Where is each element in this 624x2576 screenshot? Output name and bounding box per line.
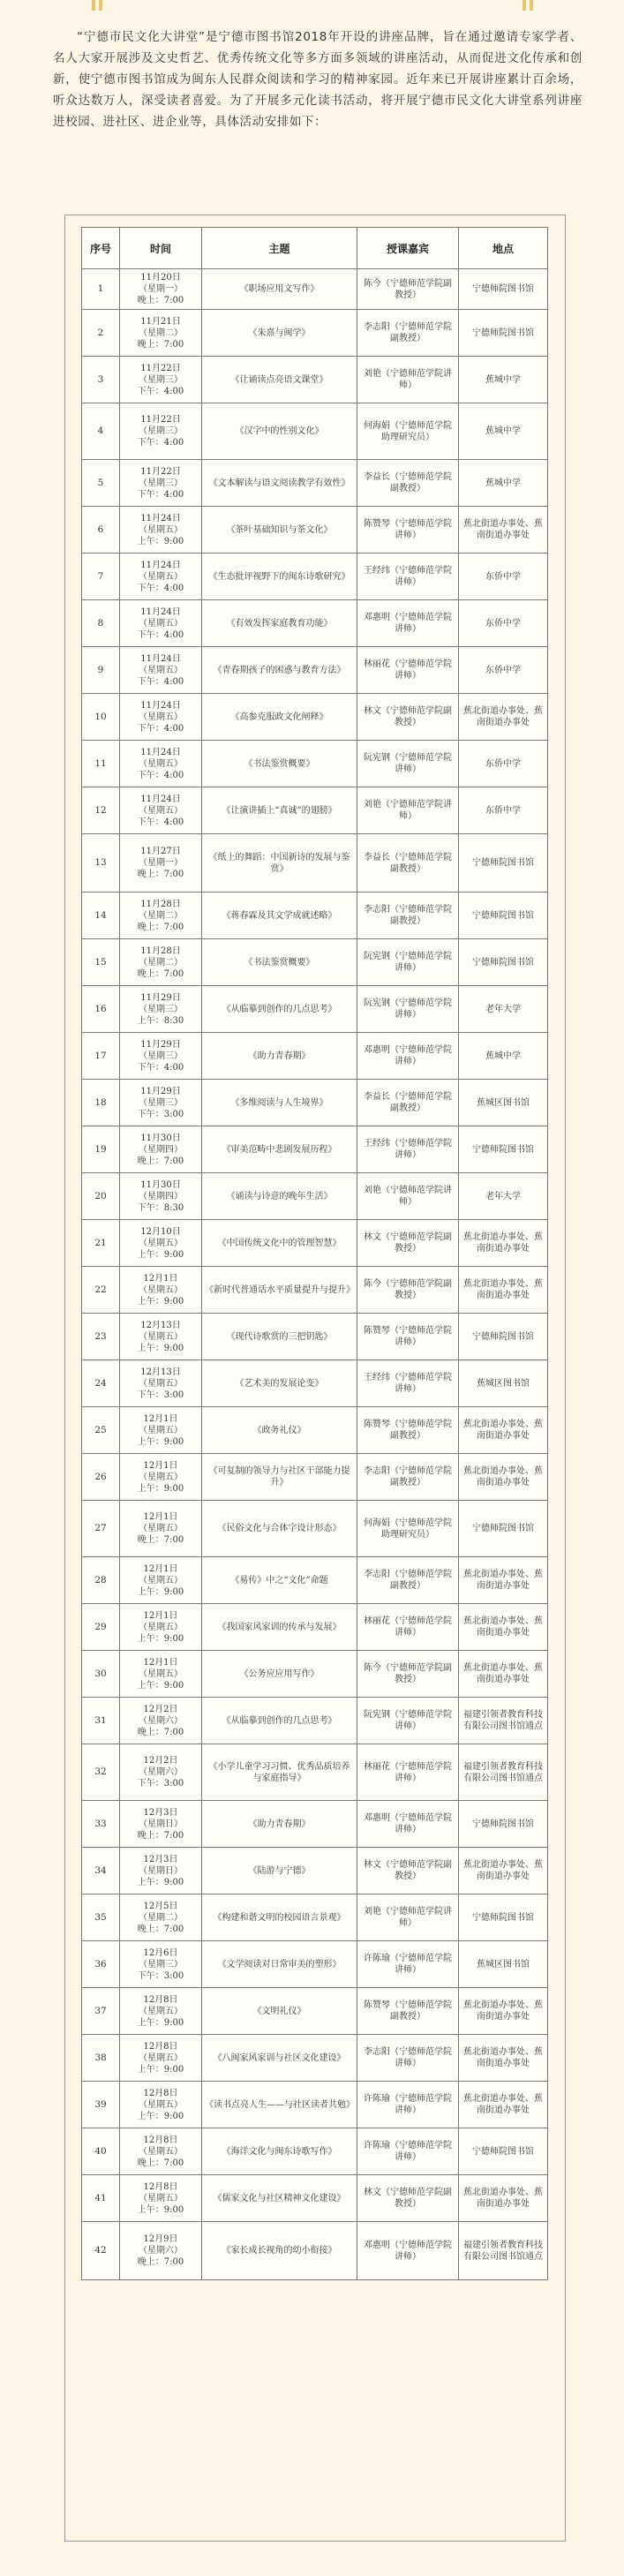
- cell-time: 12月1日 （星期五） 上午：9:00: [120, 1651, 202, 1698]
- table-row: [82, 741, 548, 787]
- cell-speaker: 邓惠明（宁德师范学院讲师）: [357, 1033, 459, 1080]
- header-speaker: 授课嘉宾: [357, 228, 459, 269]
- cell-location: 老年大学: [459, 1173, 548, 1220]
- cell-time: 11月24日 （星期五） 下午：4:00: [120, 554, 202, 600]
- cell-index: 35: [82, 1894, 120, 1941]
- cell-topic: 《艺术美的发展论变》: [202, 1360, 357, 1407]
- cell-time: 12月8日 （星期五） 上午：9:00: [120, 2082, 202, 2128]
- cell-location: 蕉北街道办事处、蕉南街道办事处: [459, 2035, 548, 2082]
- cell-speaker: 刘艳（宁德师范学院讲师）: [357, 1894, 459, 1941]
- cell-location: 蕉北街道办事处、蕉南街道办事处: [459, 2175, 548, 2222]
- cell-speaker: 王经纬（宁德师范学院讲师）: [357, 1126, 459, 1173]
- cell-time: 12月8日 （星期五） 晚上：7:00: [120, 2128, 202, 2175]
- table-row: [82, 2175, 548, 2222]
- cell-speaker: 李志阳（宁德师范学院副教授）: [357, 893, 459, 939]
- cell-speaker: 阮宪钢（宁德师范学院讲师）: [357, 741, 459, 787]
- cell-topic: 《助力青春期》: [202, 1033, 357, 1080]
- cell-location: 东侨中学: [459, 741, 548, 787]
- table-row: [82, 1744, 548, 1801]
- cell-speaker: 阮宪钢（宁德师范学院讲师）: [357, 939, 459, 986]
- cell-topic: 《海洋文化与闽东诗歌写作》: [202, 2128, 357, 2175]
- table-row: [82, 1604, 548, 1651]
- cell-time: 11月24日 （星期五） 下午：4:00: [120, 787, 202, 834]
- cell-time: 12月1日 （星期五） 晚上：7:00: [120, 1501, 202, 1557]
- table-row: [82, 2222, 548, 2280]
- cell-time: 12月1日 （星期五） 上午：9:00: [120, 1557, 202, 1604]
- table-row: [82, 1894, 548, 1941]
- cell-location: 东侨中学: [459, 647, 548, 694]
- cell-speaker: 李益长（宁德师范学院副教授）: [357, 1080, 459, 1126]
- cell-index: 33: [82, 1801, 120, 1848]
- cell-topic: 《书法鉴赏概要》: [202, 939, 357, 986]
- cell-location: 福建引领者教育科技有限公司图书馆通点: [459, 1744, 548, 1801]
- table-row: [82, 1220, 548, 1267]
- cell-index: 30: [82, 1651, 120, 1698]
- cell-location: 蕉城区图书馆: [459, 1941, 548, 1988]
- cell-time: 12月1日 （星期五） 上午：9:00: [120, 1407, 202, 1454]
- cell-time: 12月2日 （星期六） 晚上：7:00: [120, 1698, 202, 1744]
- cell-time: 12月5日 （星期二） 晚上：7:00: [120, 1894, 202, 1941]
- cell-index: 3: [82, 357, 120, 403]
- cell-time: 11月20日 （星期一） 晚上：7:00: [120, 269, 202, 310]
- cell-speaker: 刘艳（宁德师范学院讲师）: [357, 787, 459, 834]
- cell-index: 5: [82, 460, 120, 507]
- table-row: [82, 2128, 548, 2175]
- cell-time: 11月22日 （星期三） 下午：4:00: [120, 403, 202, 460]
- cell-time: 11月24日 （星期五） 下午：4:00: [120, 741, 202, 787]
- table-row: [82, 1080, 548, 1126]
- cell-speaker: 许陈瑜（宁德师范学院讲师）: [357, 2128, 459, 2175]
- cell-topic: 《蒋春霖及其文学成就述略》: [202, 893, 357, 939]
- table-row: [82, 694, 548, 741]
- cell-index: 13: [82, 834, 120, 893]
- cell-location: 东侨中学: [459, 787, 548, 834]
- cell-time: 11月29日 （星期三） 上午：8:30: [120, 986, 202, 1033]
- cell-time: 12月13日 （星期五） 上午：9:00: [120, 1314, 202, 1360]
- cell-time: 12月2日 （星期六） 下午：3:00: [120, 1744, 202, 1801]
- cell-speaker: 林丽花（宁德师范学院讲师）: [357, 1744, 459, 1801]
- cell-time: 11月21日 （星期二） 晚上：7:00: [120, 310, 202, 357]
- header-topic: 主题: [202, 228, 357, 269]
- cell-topic: 《小学儿童学习习惯、优秀品质培养与家庭指导》: [202, 1744, 357, 1801]
- cell-topic: 《新时代普通话水平质量提升与提升》: [202, 1267, 357, 1314]
- intro-paragraph: [53, 26, 583, 132]
- cell-location: 宁德师院图书馆: [459, 1894, 548, 1941]
- cell-topic: 《陆游与宁德》: [202, 1848, 357, 1894]
- cell-time: 12月6日 （星期三） 下午：3:00: [120, 1941, 202, 1988]
- cell-index: 25: [82, 1407, 120, 1454]
- cell-time: 12月3日 （星期日） 晚上：7:00: [120, 1801, 202, 1848]
- table-row: [82, 600, 548, 647]
- cell-location: 福建引领者教育科技有限公司图书馆通点: [459, 2222, 548, 2280]
- cell-speaker: 林文（宁德师范学院副教授）: [357, 2175, 459, 2222]
- cell-speaker: 何海娟（宁德师范学院助理研究员）: [357, 1501, 459, 1557]
- cell-speaker: 林文（宁德师范学院副教授）: [357, 694, 459, 741]
- top-decoration-left-b: [99, 0, 102, 11]
- cell-index: 19: [82, 1126, 120, 1173]
- cell-time: 11月28日 （星期二） 晚上：7:00: [120, 893, 202, 939]
- cell-topic: 《有效发挥家庭教育功能》: [202, 600, 357, 647]
- cell-index: 32: [82, 1744, 120, 1801]
- cell-index: 8: [82, 600, 120, 647]
- cell-speaker: 李志阳（宁德师范学院副教授）: [357, 1454, 459, 1501]
- cell-time: 11月29日 （星期三） 下午：4:00: [120, 1033, 202, 1080]
- cell-index: 2: [82, 310, 120, 357]
- table-row: [82, 986, 548, 1033]
- cell-speaker: 王经纬（宁德师范学院讲师）: [357, 554, 459, 600]
- cell-index: 24: [82, 1360, 120, 1407]
- cell-location: 宁德师院图书馆: [459, 1126, 548, 1173]
- cell-speaker: 李益长（宁德师范学院副教授）: [357, 460, 459, 507]
- cell-topic: 《文本解读与语文阅读教学有效性》: [202, 460, 357, 507]
- header-time: 时间: [120, 228, 202, 269]
- cell-time: 12月3日 （星期日） 上午：9:00: [120, 1848, 202, 1894]
- table-row: [82, 1173, 548, 1220]
- cell-speaker: 陈今（宁德师范学院副教授）: [357, 1267, 459, 1314]
- cell-topic: 《从临摹到创作的几点思考》: [202, 1698, 357, 1744]
- cell-location: 老年大学: [459, 986, 548, 1033]
- cell-topic: 《公务应应用写作》: [202, 1651, 357, 1698]
- cell-topic: 《中国传统文化中的管理智慧》: [202, 1220, 357, 1267]
- table-row: [82, 357, 548, 403]
- cell-location: 蕉城中学: [459, 1033, 548, 1080]
- cell-topic: 《政务礼仪》: [202, 1407, 357, 1454]
- cell-time: 11月24日 （星期五） 下午：4:00: [120, 694, 202, 741]
- cell-location: 蕉北街道办事处、蕉南街道办事处: [459, 1988, 548, 2035]
- cell-location: 宁德师院图书馆: [459, 2128, 548, 2175]
- table-row: [82, 1033, 548, 1080]
- cell-topic: 《可复制的领导力与社区干部能力提升》: [202, 1454, 357, 1501]
- cell-location: 宁德师院图书馆: [459, 1801, 548, 1848]
- cell-time: 11月22日 （星期三） 下午：4:00: [120, 460, 202, 507]
- cell-index: 26: [82, 1454, 120, 1501]
- cell-speaker: 何海娟（宁德师范学院助理研究员）: [357, 403, 459, 460]
- cell-speaker: 陈赞琴（宁德师范学院讲师）: [357, 507, 459, 554]
- header-index: 序号: [82, 228, 120, 269]
- cell-speaker: 陈赞琴（宁德师范学院副教授）: [357, 1988, 459, 2035]
- cell-topic: 《文明礼仪》: [202, 1988, 357, 2035]
- top-decoration-right-b: [530, 0, 533, 11]
- table-row: [82, 1941, 548, 1988]
- cell-index: 14: [82, 893, 120, 939]
- cell-speaker: 陈赞琴（宁德师范学院副教授）: [357, 1407, 459, 1454]
- cell-topic: 《家长成长视角的幼小衔接》: [202, 2222, 357, 2280]
- cell-speaker: 李志阳（宁德师范学院讲师）: [357, 2035, 459, 2082]
- cell-topic: 《我国家风家训的传承与发展》: [202, 1604, 357, 1651]
- cell-speaker: 李志阳（宁德师范学院副教授）: [357, 310, 459, 357]
- cell-speaker: 邓惠明（宁德师范学院讲师）: [357, 1801, 459, 1848]
- cell-time: 12月8日 （星期五） 上午：9:00: [120, 2035, 202, 2082]
- cell-topic: 《生态批评视野下的闽东诗歌研究》: [202, 554, 357, 600]
- cell-index: 37: [82, 1988, 120, 2035]
- cell-index: 38: [82, 2035, 120, 2082]
- table-row: [82, 269, 548, 310]
- header-location: 地点: [459, 228, 548, 269]
- cell-location: 蕉北街道办事处、蕉南街道办事处: [459, 1557, 548, 1604]
- cell-location: 蕉北街道办事处、蕉南街道办事处: [459, 2082, 548, 2128]
- cell-time: 12月8日 （星期五） 上午：9:00: [120, 1988, 202, 2035]
- cell-location: 蕉城区图书馆: [459, 1360, 548, 1407]
- cell-time: 11月22日 （星期三） 下午：4:00: [120, 357, 202, 403]
- table-row: [82, 1801, 548, 1848]
- table-row: [82, 1314, 548, 1360]
- cell-index: 34: [82, 1848, 120, 1894]
- cell-location: 蕉城中学: [459, 460, 548, 507]
- cell-topic: 《茶叶基础知识与茶文化》: [202, 507, 357, 554]
- cell-topic: 《文学阅读对日常审美的塑形》: [202, 1941, 357, 1988]
- cell-speaker: 陈今（宁德师范学院副教授）: [357, 269, 459, 310]
- cell-time: 12月9日 （星期六） 晚上：7:00: [120, 2222, 202, 2280]
- table-row: [82, 787, 548, 834]
- cell-index: 36: [82, 1941, 120, 1988]
- cell-location: 蕉北街道办事处、蕉南街道办事处: [459, 1407, 548, 1454]
- cell-topic: 《让诵读点亮语文课堂》: [202, 357, 357, 403]
- table-row: [82, 1267, 548, 1314]
- cell-index: 18: [82, 1080, 120, 1126]
- cell-topic: 《民俗文化与合体字设计形态》: [202, 1501, 357, 1557]
- cell-index: 10: [82, 694, 120, 741]
- cell-index: 17: [82, 1033, 120, 1080]
- cell-speaker: 陈今（宁德师范学院副教授）: [357, 1651, 459, 1698]
- cell-index: 7: [82, 554, 120, 600]
- table-row: [82, 554, 548, 600]
- cell-speaker: 许陈瑜（宁德师范学院讲师）: [357, 1941, 459, 1988]
- table-row: [82, 1988, 548, 2035]
- cell-index: 31: [82, 1698, 120, 1744]
- table-row: [82, 403, 548, 460]
- cell-topic: 《审美范畴中悲剧发展历程》: [202, 1126, 357, 1173]
- cell-time: 11月24日 （星期五） 上午：9:00: [120, 507, 202, 554]
- cell-index: 21: [82, 1220, 120, 1267]
- table-row: [82, 647, 548, 694]
- cell-index: 9: [82, 647, 120, 694]
- cell-topic: 《现代诗歌赏的三把钥匙》: [202, 1314, 357, 1360]
- cell-location: 宁德师院图书馆: [459, 893, 548, 939]
- cell-speaker: 李志阳（宁德师范学院副教授）: [357, 1557, 459, 1604]
- cell-index: 28: [82, 1557, 120, 1604]
- cell-location: 蕉北街道办事处、蕉南街道办事处: [459, 507, 548, 554]
- cell-topic: 《朱熹与闽学》: [202, 310, 357, 357]
- cell-speaker: 邓惠明（宁德师范学院讲师）: [357, 600, 459, 647]
- cell-index: 4: [82, 403, 120, 460]
- cell-time: 11月29日 （星期三） 下午：3:00: [120, 1080, 202, 1126]
- table-row: [82, 893, 548, 939]
- cell-time: 11月24日 （星期五） 下午：4:00: [120, 600, 202, 647]
- cell-location: 宁德师院图书馆: [459, 310, 548, 357]
- table-row: [82, 1557, 548, 1604]
- cell-speaker: 陈赞琴（宁德师范学院讲师）: [357, 1314, 459, 1360]
- cell-time: 12月1日 （星期五） 上午：9:00: [120, 1267, 202, 1314]
- cell-time: 12月1日 （星期五） 上午：9:00: [120, 1604, 202, 1651]
- cell-location: 蕉城中学: [459, 403, 548, 460]
- table-row: [82, 1848, 548, 1894]
- cell-index: 11: [82, 741, 120, 787]
- cell-time: 12月13日 （星期五） 下午：3:00: [120, 1360, 202, 1407]
- cell-topic: 《职场应用文写作》: [202, 269, 357, 310]
- table-row: [82, 1126, 548, 1173]
- cell-index: 23: [82, 1314, 120, 1360]
- schedule-table: [81, 227, 548, 2280]
- cell-location: 蕉北街道办事处、蕉南街道办事处: [459, 694, 548, 741]
- table-row: [82, 1501, 548, 1557]
- table-row: [82, 834, 548, 893]
- intro-text: “宁德市民文化大讲堂”是宁德市图书馆2018年开设的讲座品牌，旨在通过邀请专家学者、名人大家开展涉及文史哲艺、优秀传统文化等多方面多领域的讲座活动，从而促进文化传承和创新，使宁德市图书馆成为闽东人民群众阅读和学习的精神家园。近年来已开展讲座累计百余场，听众达数万人，深受读者喜爱。为了开展多元化读书活动，将开展宁德市民文化大讲堂系列讲座进校园、进社区、进企业等，具体活动安排如下：: [53, 30, 583, 129]
- cell-topic: 《八闽家风家训与社区文化建设》: [202, 2035, 357, 2082]
- cell-speaker: 阮宪钢（宁德师范学院讲师）: [357, 986, 459, 1033]
- table-row: [82, 939, 548, 986]
- cell-time: 11月28日 （星期二） 晚上：7:00: [120, 939, 202, 986]
- cell-index: 27: [82, 1501, 120, 1557]
- cell-index: 40: [82, 2128, 120, 2175]
- cell-speaker: 刘艳（宁德师范学院讲师）: [357, 1173, 459, 1220]
- cell-topic: 《构建和谐文明的校园语言景观》: [202, 1894, 357, 1941]
- cell-topic: 《书法鉴赏概要》: [202, 741, 357, 787]
- top-decoration-right-a: [523, 0, 526, 11]
- table-row: [82, 2035, 548, 2082]
- cell-topic: 《高参克服政文化闸释》: [202, 694, 357, 741]
- cell-location: 宁德师院图书馆: [459, 939, 548, 986]
- top-decoration-left-a: [92, 0, 95, 11]
- cell-location: 蕉北街道办事处、蕉南街道办事处: [459, 1220, 548, 1267]
- cell-location: 蕉城区图书馆: [459, 1080, 548, 1126]
- cell-location: 宁德师院图书馆: [459, 834, 548, 893]
- cell-speaker: 许陈瑜（宁德师范学院讲师）: [357, 2082, 459, 2128]
- cell-location: 蕉北街道办事处、蕉南街道办事处: [459, 1651, 548, 1698]
- cell-topic: 《儒家文化与社区精神文化建设》: [202, 2175, 357, 2222]
- cell-topic: 《诵读与诗意的晚年生活》: [202, 1173, 357, 1220]
- cell-index: 12: [82, 787, 120, 834]
- cell-time: 11月30日 （星期四） 下午：8:30: [120, 1173, 202, 1220]
- cell-topic: 《汉字中的性别文化》: [202, 403, 357, 460]
- cell-speaker: 林文（宁德师范学院副教授）: [357, 1848, 459, 1894]
- cell-speaker: 阮宪钢（宁德师范学院讲师）: [357, 1698, 459, 1744]
- cell-location: 东侨中学: [459, 600, 548, 647]
- cell-topic: 《读书点亮人生——与社区读者共勉》: [202, 2082, 357, 2128]
- table-row: [82, 460, 548, 507]
- cell-speaker: 邓惠明（宁德师范学院讲师）: [357, 2222, 459, 2280]
- cell-time: 11月30日 （星期四） 晚上：7:00: [120, 1126, 202, 1173]
- cell-time: 12月10日 （星期五） 上午：9:00: [120, 1220, 202, 1267]
- cell-index: 6: [82, 507, 120, 554]
- cell-topic: 《从临摹到创作的几点思考》: [202, 986, 357, 1033]
- cell-index: 22: [82, 1267, 120, 1314]
- cell-speaker: 林丽花（宁德师范学院讲师）: [357, 1604, 459, 1651]
- cell-index: 41: [82, 2175, 120, 2222]
- cell-speaker: 李益长（宁德师范学院副教授）: [357, 834, 459, 893]
- cell-topic: 《助力青春期》: [202, 1801, 357, 1848]
- cell-topic: 《青春期孩子的困惑与教育方法》: [202, 647, 357, 694]
- cell-location: 蕉北街道办事处、蕉南街道办事处: [459, 1604, 548, 1651]
- cell-index: 39: [82, 2082, 120, 2128]
- cell-index: 29: [82, 1604, 120, 1651]
- cell-speaker: 林文（宁德师范学院副教授）: [357, 1220, 459, 1267]
- cell-location: 宁德师院图书馆: [459, 269, 548, 310]
- cell-location: 蕉北街道办事处、蕉南街道办事处: [459, 1267, 548, 1314]
- cell-index: 16: [82, 986, 120, 1033]
- cell-speaker: 王经纬（宁德师范学院讲师）: [357, 1360, 459, 1407]
- cell-topic: 《易传》中之“文化”命题: [202, 1557, 357, 1604]
- cell-time: 12月1日 （星期五） 上午：9:00: [120, 1454, 202, 1501]
- cell-time: 11月27日 （星期一） 晚上：7:00: [120, 834, 202, 893]
- cell-topic: 《纸上的舞蹈：中国新诗的发展与鉴赏》: [202, 834, 357, 893]
- cell-location: 宁德师院图书馆: [459, 1314, 548, 1360]
- table-row: [82, 1454, 548, 1501]
- cell-location: 蕉北街道办事处、蕉南街道办事处: [459, 1454, 548, 1501]
- cell-speaker: 刘艳（宁德师范学院讲师）: [357, 357, 459, 403]
- cell-location: 福建引领者教育科技有限公司图书馆通点: [459, 1698, 548, 1744]
- cell-topic: 《多维阅读与人生境界》: [202, 1080, 357, 1126]
- table-header-row: [82, 228, 548, 269]
- cell-topic: 《让演讲插上“真诚”的翅膀》: [202, 787, 357, 834]
- table-row: [82, 2082, 548, 2128]
- table-row: [82, 310, 548, 357]
- cell-index: 20: [82, 1173, 120, 1220]
- table-row: [82, 1651, 548, 1698]
- table-row: [82, 507, 548, 554]
- table-row: [82, 1360, 548, 1407]
- cell-location: 蕉城中学: [459, 357, 548, 403]
- cell-time: 12月8日 （星期五） 上午：9:00: [120, 2175, 202, 2222]
- cell-time: 11月24日 （星期五） 下午：4:00: [120, 647, 202, 694]
- cell-speaker: 林丽花（宁德师范学院讲师）: [357, 647, 459, 694]
- cell-index: 15: [82, 939, 120, 986]
- table-row: [82, 1698, 548, 1744]
- cell-index: 1: [82, 269, 120, 310]
- cell-location: 宁德师院图书馆: [459, 1501, 548, 1557]
- cell-location: 东侨中学: [459, 554, 548, 600]
- cell-index: 42: [82, 2222, 120, 2280]
- cell-location: 蕉北街道办事处、蕉南街道办事处: [459, 1848, 548, 1894]
- table-row: [82, 1407, 548, 1454]
